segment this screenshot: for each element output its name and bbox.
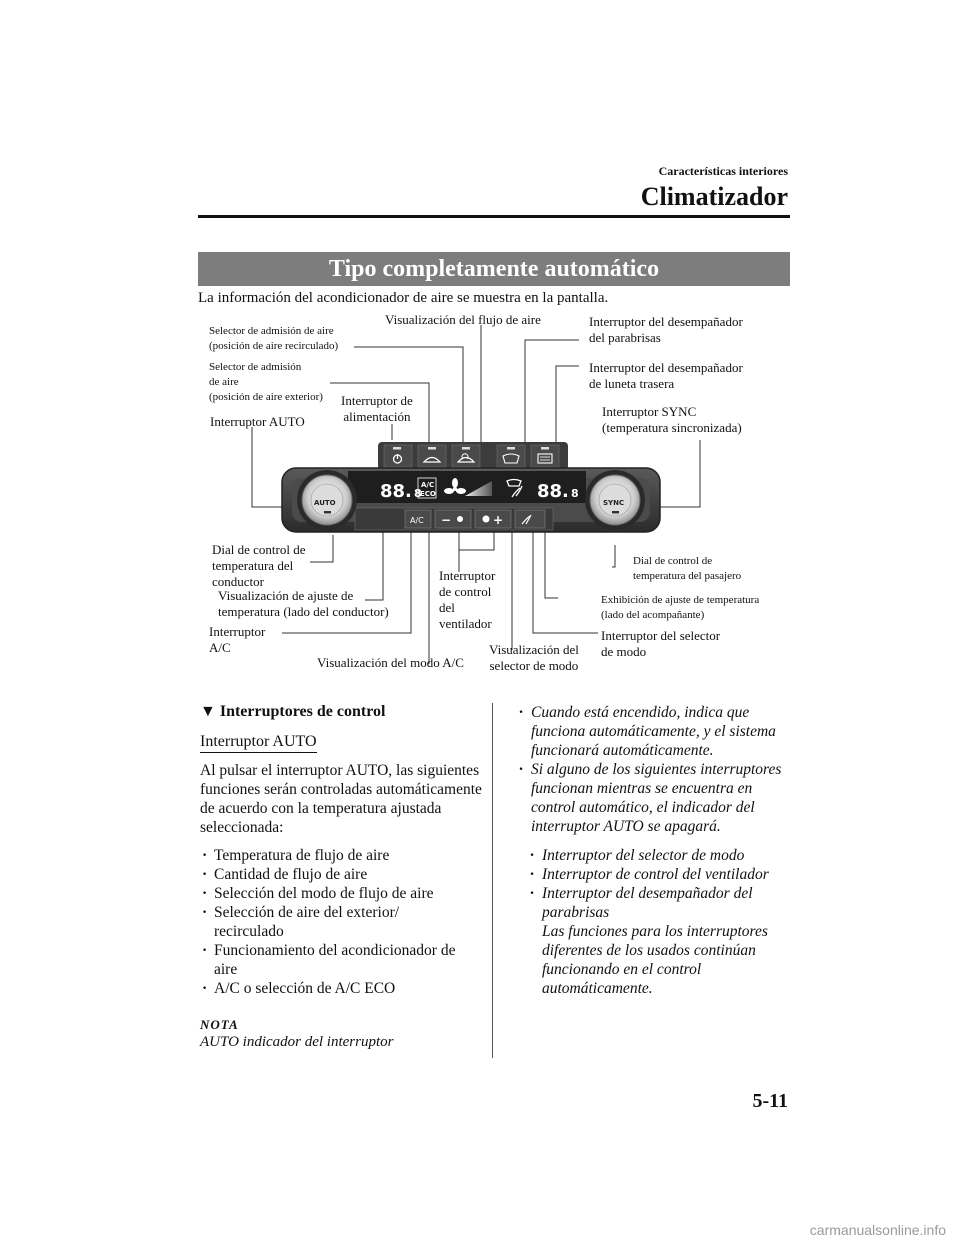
fan-up-button[interactable]	[475, 510, 511, 528]
page-number: 5-11	[752, 1090, 788, 1112]
fan-down-button[interactable]	[435, 510, 471, 528]
list-item: · Temperatura de flujo de aire	[202, 846, 477, 865]
label-passenger-temp-display: Exhibición de ajuste de temperatura (lado del acompañante)	[601, 594, 760, 621]
list-item: · Interruptor del desempañador del parabrisas	[530, 884, 785, 922]
svg-text:A/C: A/C	[410, 516, 424, 525]
list-item: · Funcionamiento del acondicionador de aire	[202, 941, 477, 979]
list-item: · Si alguno de los siguientes interruptores funcionan mientras se encuentra en control automático, el indicador del interruptor AUTO se apagará.	[519, 760, 789, 836]
note-continuation: Las funciones para los interruptores diferentes de los usados continúan funcionando en el control automáticamente.	[542, 923, 768, 997]
label-mode-selector-switch: Interruptor del selector de modo	[601, 628, 721, 659]
label-ac-mode-display: Visualización del modo A/C	[317, 655, 464, 670]
list-item: · Cuando está encendido, indica que funciona automáticamente, y el sistema funcionará automáticamente.	[519, 703, 789, 760]
rear-defroster-button[interactable]	[531, 445, 559, 467]
note-text: AUTO indicador del interruptor	[200, 1034, 394, 1050]
auto-function-list	[202, 846, 477, 998]
svg-text:8: 8	[414, 487, 422, 500]
label-airflow-display: Visualización del flujo de aire	[385, 312, 541, 327]
label-exterior-air-selector: Selector de admisión de aire (posición de aire exterior)	[209, 361, 323, 403]
ac-button[interactable]	[405, 510, 431, 528]
label-recirculated-air-selector: Selector de admisión de aire (posición de aire recirculado)	[209, 325, 339, 352]
sync-button[interactable]: SYNC	[603, 499, 625, 507]
power-button[interactable]	[384, 445, 412, 467]
note-sublist	[530, 846, 785, 998]
list-item: · Interruptor del selector de modo	[530, 846, 785, 865]
svg-text:8: 8	[571, 487, 579, 500]
svg-text:A/C: A/C	[421, 481, 435, 489]
list-item: · Selección del modo de flujo de aire	[202, 884, 477, 903]
list-item: · Interruptor de control del ventilador	[530, 865, 785, 884]
control-panel	[282, 468, 660, 532]
intro-text: La información del acondicionador de aire se muestra en la pantalla.	[198, 290, 609, 306]
auto-switch-heading: Interruptor AUTO	[200, 733, 317, 753]
label-passenger-dial: Dial de control de temperatura del pasajero	[633, 555, 742, 582]
label-ac-switch: Interruptor A/C	[209, 624, 266, 655]
section-subheading: ▼ Interruptores de control	[200, 703, 386, 720]
note-list	[519, 703, 789, 836]
mode-selector-button[interactable]	[515, 510, 545, 528]
page-title: Climatizador	[640, 182, 788, 211]
svg-text:−: −	[441, 513, 452, 527]
driver-temperature-dial[interactable]	[297, 470, 357, 530]
section-header: Características interiores	[658, 164, 788, 178]
auto-button[interactable]: AUTO	[314, 499, 336, 507]
label-power-switch: Interruptor de alimentación	[341, 393, 413, 424]
label-driver-dial: Dial de control de temperatura del conductor	[212, 542, 306, 589]
label-fan-control: Interruptor de control del ventilador	[439, 568, 496, 631]
label-rear-defroster: Interruptor del desempañador de luneta trasera	[589, 360, 743, 391]
label-mode-selector-display: Visualización del selector de modo	[489, 642, 579, 673]
watermark: carmanualsonline.info	[809, 1222, 946, 1238]
column-divider	[492, 703, 493, 1058]
list-item: · Selección de aire del exterior/ recirculado	[202, 903, 477, 941]
passenger-temp-display: 88.	[537, 481, 569, 502]
auto-description: Al pulsar el interruptor AUTO, las siguientes funciones serán controladas automáticamente de acuerdo con la temperatura ajustada seleccionada:	[200, 762, 482, 836]
passenger-temperature-dial[interactable]	[585, 470, 645, 530]
section-banner: Tipo completamente automático	[198, 252, 790, 286]
svg-text:ECO: ECO	[420, 490, 436, 498]
top-button-row	[378, 442, 568, 470]
svg-text:+: +	[493, 513, 504, 527]
label-windshield-defroster: Interruptor del desempañador del parabrisas	[589, 314, 743, 345]
list-item: · Cantidad de flujo de aire	[202, 865, 477, 884]
driver-temp-display: 88.	[380, 481, 412, 502]
list-item: · A/C o selección de A/C ECO	[202, 979, 477, 998]
windshield-defroster-button[interactable]	[497, 445, 525, 467]
label-driver-temp-display: Visualización de ajuste de temperatura (lado del conductor)	[218, 588, 389, 619]
label-auto-switch: Interruptor AUTO	[210, 414, 305, 429]
note-label: NOTA	[200, 1017, 239, 1032]
exterior-air-button[interactable]	[418, 445, 446, 467]
recirculation-button[interactable]	[452, 445, 480, 467]
label-sync-switch: Interruptor SYNC (temperatura sincronizada)	[602, 404, 742, 435]
triangle-icon: ▼	[200, 703, 216, 720]
